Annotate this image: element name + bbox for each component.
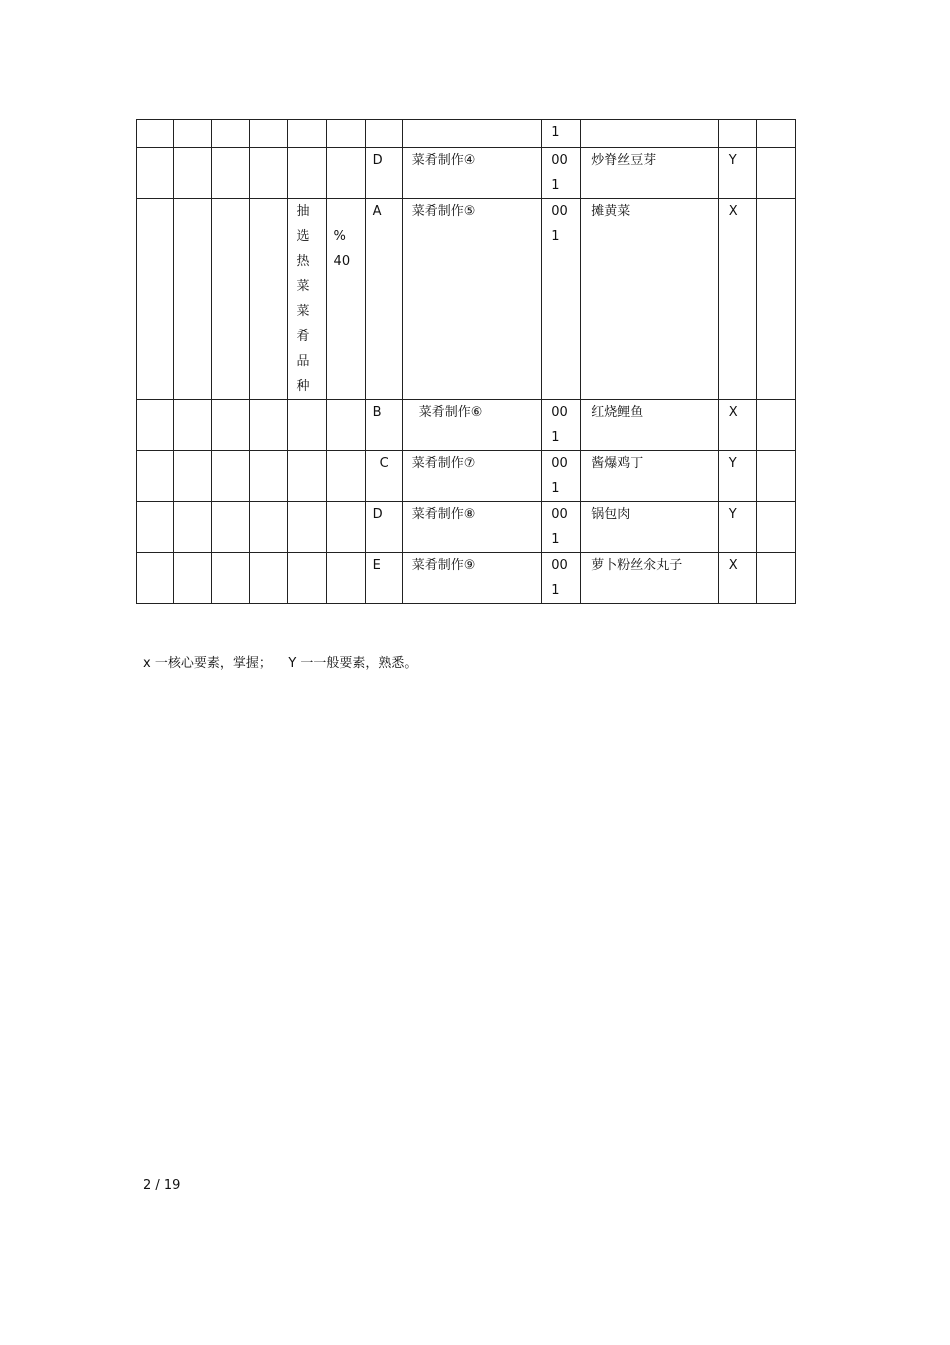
number-cell: 00 1 bbox=[551, 456, 568, 496]
table-row bbox=[137, 199, 796, 400]
number-cell: 00 1 bbox=[551, 153, 568, 193]
code-cell: D bbox=[372, 507, 383, 522]
item-cell: 菜肴制作⑤ bbox=[411, 204, 476, 219]
table-row bbox=[137, 451, 796, 502]
dish-cell: 摊黄菜 bbox=[591, 204, 631, 219]
dish-cell: 酱爆鸡丁 bbox=[591, 456, 644, 471]
code-cell: A bbox=[372, 204, 382, 219]
item-cell: 菜肴制作④ bbox=[411, 153, 476, 168]
number-cell: 00 1 bbox=[551, 558, 568, 598]
level-cell: X bbox=[728, 558, 738, 573]
table-row bbox=[137, 553, 796, 604]
item-cell: 菜肴制作⑥ bbox=[418, 405, 483, 420]
table-row bbox=[137, 502, 796, 553]
dish-cell: 红烧鲤鱼 bbox=[591, 405, 644, 420]
page-number: 2 / 19 bbox=[143, 1178, 181, 1193]
code-cell: B bbox=[372, 405, 382, 420]
code-cell: E bbox=[372, 558, 381, 573]
footnote: x 一核心要素，掌握； Y 一一般要素，熟悉。 bbox=[143, 656, 418, 671]
table-row bbox=[137, 400, 796, 451]
dish-cell: 锅包肉 bbox=[591, 507, 631, 522]
level-cell: X bbox=[728, 204, 738, 219]
level-cell: Y bbox=[728, 507, 737, 522]
content-table bbox=[136, 119, 796, 604]
dish-cell: 炒脊丝豆芽 bbox=[591, 153, 657, 168]
item-cell: 菜肴制作⑦ bbox=[411, 456, 476, 471]
number-cell: 00 1 bbox=[551, 204, 568, 244]
code-cell: C bbox=[379, 456, 389, 471]
table-row bbox=[137, 148, 796, 199]
number-cell: 00 1 bbox=[551, 507, 568, 547]
item-cell: 菜肴制作⑨ bbox=[411, 558, 476, 573]
table-row bbox=[137, 120, 796, 148]
level-cell: X bbox=[728, 405, 738, 420]
group-label: 抽选热菜菜肴品种 bbox=[296, 204, 310, 394]
number-cell: 00 1 bbox=[551, 405, 568, 445]
number-cell: 1 bbox=[551, 125, 560, 140]
level-cell: Y bbox=[728, 153, 737, 168]
group-percent: % 40 bbox=[333, 229, 351, 269]
code-cell: D bbox=[372, 153, 383, 168]
item-cell: 菜肴制作⑧ bbox=[411, 507, 476, 522]
dish-cell: 萝卜粉丝氽丸子 bbox=[591, 558, 683, 573]
level-cell: Y bbox=[728, 456, 737, 471]
